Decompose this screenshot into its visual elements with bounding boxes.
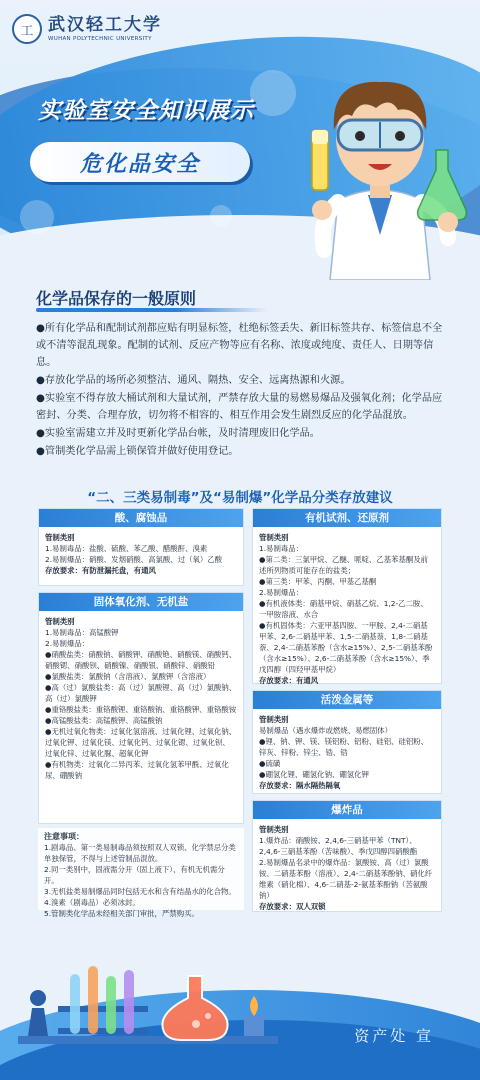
box-line: ●第三类：甲苯、丙酮、甲基乙基酮	[259, 577, 377, 586]
note-line: 5.管制类化学品未经相关部门审批，严禁购买。	[44, 909, 199, 918]
box-solid-oxidizer	[38, 592, 244, 824]
decor-bubble	[20, 200, 54, 234]
box-line: 管制类别	[45, 533, 75, 542]
box-line: ●无机过氧化物类：过氧化氢溶液、过氧化锂、过氧化钠、过氧化钾、过氧化镁、过氧化钙、过氧化锶、过氧化钡、过氧化锌、过氧化脲、超氧化钾	[45, 727, 237, 758]
notes-title: 注意事项：	[44, 832, 84, 841]
box-line: ●有机固体类：六亚甲基四胺、一甲胺、2,4-二硝基甲苯、2,6-二硝基甲苯、1,5-二硝基萘、1,8-二硝基萘、2,4-二硝基苯酚（含水≥15%）、2,5-二硝基苯酚（含水≥15%）、2,6-二硝基苯酚（含水≥15%）、季戊四醇（四羟甲基甲烷）	[259, 621, 433, 674]
box-line: 1.易制毒品：盐酸、硫酸、苯乙酸、醋酸酐、溴素	[45, 544, 208, 553]
box-line: 管制类别	[259, 533, 289, 542]
note-line: 4.溴素（剧毒品）必须冰封。	[44, 898, 140, 907]
note-line: 2.同一类别中，固液需分开（固上液下）、有机无机需分开。	[44, 865, 225, 885]
box-line: ●硝酸盐类：硝酸钠、硝酸钾、硝酸铯、硝酸镁、硝酸钙、硝酸锶、硝酸钡、硝酸镍、硝酸银、硝酸锌、硝酸铅	[45, 650, 237, 670]
university-seal-icon: 工	[12, 14, 42, 44]
box-title: 活泼金属等	[253, 691, 441, 709]
box-line: 存放要求：双人双锁	[259, 902, 326, 911]
box-line: ●高锰酸盐类：高锰酸钾、高锰酸钠	[45, 716, 163, 725]
principle-paragraph: ●实验室需建立并及时更新化学品台帐，及时清理废旧化学品。	[36, 428, 320, 439]
note-line: 3.无机盐类易制爆品同时包括无水和含有结晶水的化合物。	[44, 887, 236, 896]
box-line: ●硼氢化锂、硼氢化钠、硼氢化钾	[259, 770, 369, 779]
box-organic-reductant	[252, 508, 442, 684]
section-title-underline	[36, 308, 268, 312]
box-line: 管制类别	[259, 825, 289, 834]
box-line: ●硫磺	[259, 759, 281, 768]
box-title: 固体氧化剂、无机盐	[39, 593, 243, 611]
principle-paragraph: ●存放化学品的场所必须整洁、通风、隔热、安全、远离热源和火源。	[36, 375, 351, 386]
principle-paragraph: ●管制类化学品需上锁保管并做好使用登记。	[36, 446, 239, 457]
box-line: ●有机液体类：硝基甲烷、硝基乙烷、1,2-乙二胺、一甲胺溶液、水合	[259, 599, 428, 619]
page-title: 实验室安全知识展示	[38, 98, 254, 124]
box-title: 有机试剂、还原剂	[253, 509, 441, 527]
decor-bubble	[210, 205, 232, 227]
footer-banner	[0, 930, 480, 1080]
box-line: ●重铬酸盐类：重铬酸锂、重铬酸钠、重铬酸钾、重铬酸铵	[45, 705, 237, 714]
box-title: 爆炸品	[253, 801, 441, 819]
box-active-metal	[252, 690, 442, 794]
university-logo	[12, 14, 162, 44]
box-title: 酸、腐蚀品	[39, 509, 243, 527]
box-line: 2.易制爆品：	[45, 639, 90, 648]
box-line: 2.易制爆品：硝酸、发烟硝酸、高氯酸、过（氧）乙酸	[45, 555, 223, 564]
scientist-illustration	[290, 60, 470, 280]
principle-paragraph: ●所有化学品和配制试剂都应贴有明显标签，杜绝标签丢失、新旧标签共存、标签信息不全或不清等混乱现象。配制的试剂、反应产物等应有名称、浓度或纯度、责任人、日期等信息。	[36, 323, 443, 368]
principle-paragraph: ●实验室不得存放大桶试剂和大量试剂，严禁存放大量的易燃易爆品及强氧化剂；化学品应密封、分类、合理存放，切勿将不相容的、相互作用会发生剧烈反应的化学品混放。	[36, 393, 443, 421]
box-line: 管制类别	[259, 715, 289, 724]
lab-equipment-illustration	[18, 936, 298, 1056]
box-line: 易制爆品（遇水爆炸或燃烧、易燃固体）	[259, 726, 393, 735]
box-line: 2.易制爆品：	[259, 588, 304, 597]
page-subtitle: 危化品安全	[30, 142, 250, 182]
box-line: 管制类别	[45, 617, 75, 626]
box-notes	[38, 828, 244, 918]
box-line: 存放要求：有通风	[259, 676, 319, 685]
box-acid-corrosive	[38, 508, 244, 586]
box-line: 1.易制毒品：高锰酸钾	[45, 628, 119, 637]
storage-principles-text	[36, 320, 448, 461]
box-line: ●第二类：三氯甲烷、乙醚、哌啶、乙基苯基酮及前述所列物质可能存在的盐类；	[259, 555, 429, 575]
box-line: ●锂、钠、钾、镁、镁铝粉、铝粉、硅铝、硅铝粉、锌灰、锌粉、锌尘、锆、锆	[259, 737, 429, 757]
box-line: ●有机物类：过氧化二异丙苯、过氧化氢苯甲酰、过氧化尿、硼酸钠	[45, 760, 229, 780]
box-line: ●氯酸盐类：氯酸钠（含溶液）、氯酸钾（含溶液）	[45, 672, 211, 681]
box-line: 存放要求：隔水隔热隔氧	[259, 781, 341, 790]
issuer-label: 资产处 宣	[354, 1027, 434, 1045]
note-line: 1.剧毒品、第一类易制毒品须按照双人双锁、化学禁忌分类单独保管，不得与上述管制品混放。	[44, 843, 236, 863]
box-line: 1.易制毒品：	[259, 544, 304, 553]
box-line: 1.爆炸品：硝酸铵、2,4,6-三硝基甲苯（TNT）、2,4,6-三硝基苯酚（苦味酸）、季戊四醇四硝酸酯	[259, 836, 418, 856]
box-line: 存放要求：有防泄漏托盘，有通风	[45, 566, 156, 575]
university-name-cn: 武汉轻工大学	[48, 14, 162, 35]
flask-icon	[162, 976, 227, 1040]
box-explosive	[252, 800, 442, 912]
section-title-storage-principles: 化学品保存的一般原则	[36, 289, 197, 308]
university-name-en: WUHAN POLYTECHNIC UNIVERSITY	[48, 35, 152, 42]
box-line: 2.易制爆品名录中的爆炸品：氯酸铵、高（过）氯酸铵、二硝基苯酚（溶液）、2,4-二硝基苯酚钠、硝化纤维素（硝化棉）、4,6-二硝基-2-氨基苯酚钠（苦氨酸钠）	[259, 858, 433, 900]
header-banner	[0, 0, 480, 280]
section-title-classification: “二、三类易制毒”及“易制爆”化学品分类存放建议	[87, 490, 393, 506]
box-line: ●高（过）氯酸盐类：高（过）氯酸锂、高（过）氯酸钠、高（过）氯酸钾	[45, 683, 237, 703]
